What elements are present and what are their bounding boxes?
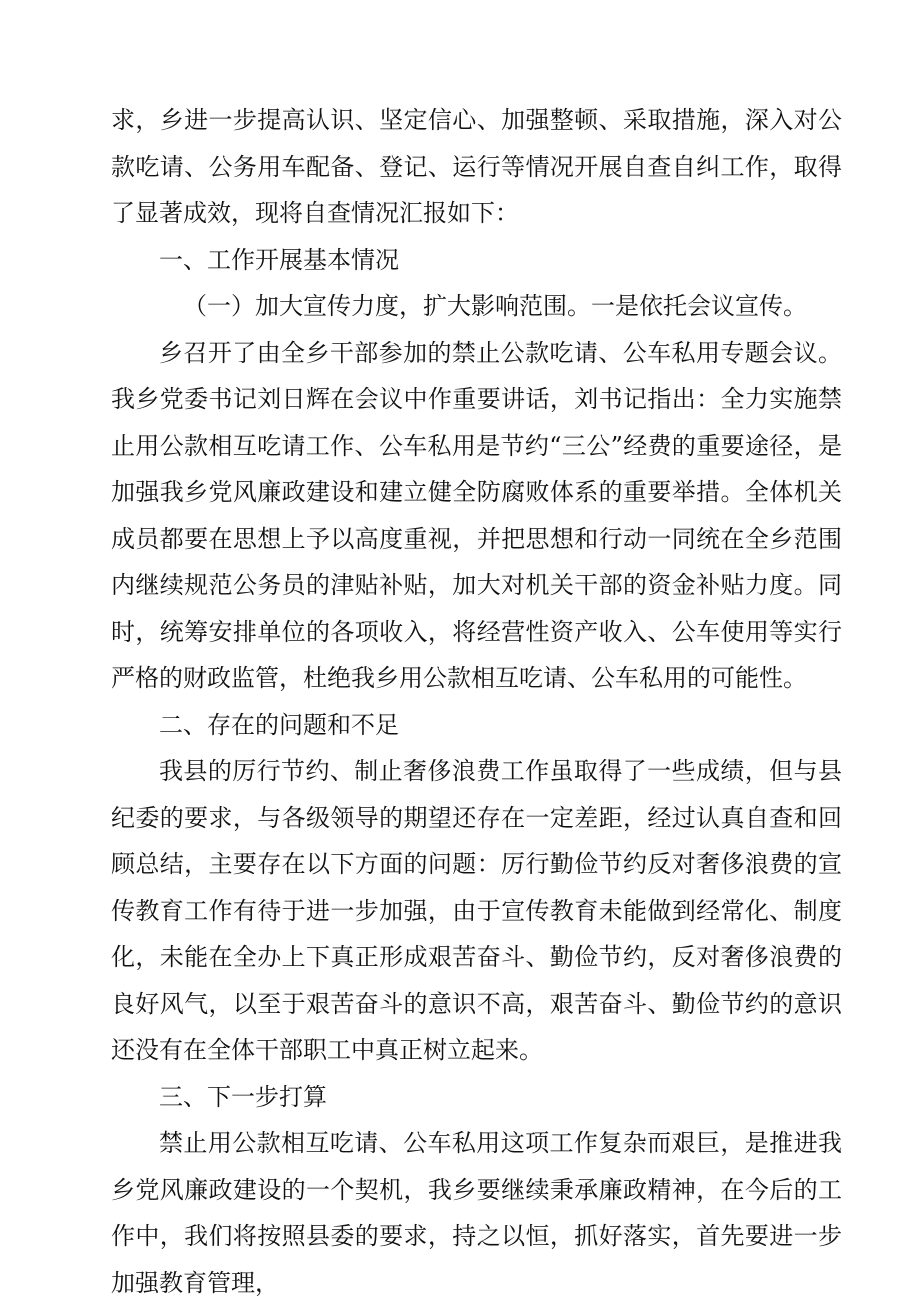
section-heading-1: 一、工作开展基本情况 [159,245,399,274]
paragraph-intro-continuation: 求，乡进一步提高认识、坚定信心、加强整顿、采取措施，深入对公款吃请、公务用车配备、登记、运行等情况开展自查自纠工作，取得了显著成效，现将自查情况汇报如下： [111,106,842,227]
subsection-heading-1-1: （一）加大宣传力度，扩大影响范围。一是依托会议宣传。 [183,292,807,320]
section-heading-2: 二、存在的问题和不足 [159,710,399,739]
paragraph-meeting: 乡召开了由全乡干部参加的禁止公款吃请、公车私用专题会议。我乡党委书记刘日辉在会议中作重要讲话，刘书记指出：全力实施禁止用公款相互吃请工作、公车私用是节约“三公”经费的重要途径，是加强我乡党风廉政建设和建立健全防腐败体系的重要举措。全体机关成员都要在思想上予以高度重视，并把思想和行动一同统在全乡范围内继续规范公务员的津贴补贴，加大对机关干部的资金补贴力度。同时，统筹安排单位的各项收入，将经营性资产收入、公车使用等实行严格的财政监管，杜绝我乡用公款相互吃请、公车私用的可能性。 [111,338,842,692]
paragraph-next-steps: 禁止用公款相互吃请、公车私用这项工作复杂而艰巨，是推进我乡党风廉政建设的一个契机，我乡要继续秉承廉政精神，在今后的工作中，我们将按照县委的要求，持之以恒，抓好落实，首先要进一步加强教育管理， [111,1129,842,1297]
section-heading-3: 三、下一步打算 [159,1082,327,1111]
document-body [111,97,842,1306]
paragraph-problems: 我县的厉行节约、制止奢侈浪费工作虽取得了一些成绩，但与县纪委的要求，与各级领导的期望还存在一定差距，经过认真自查和回顾总结，主要存在以下方面的问题：厉行勤俭节约反对奢侈浪费的宣传教育工作有待于进一步加强，由于宣传教育未能做到经常化、制度化，未能在全办上下真正形成艰苦奋斗、勤俭节约，反对奢侈浪费的良好风气，以至于艰苦奋斗的意识不高，艰苦奋斗、勤俭节约的意识还没有在全体干部职工中真正树立起来。 [111,757,842,1064]
